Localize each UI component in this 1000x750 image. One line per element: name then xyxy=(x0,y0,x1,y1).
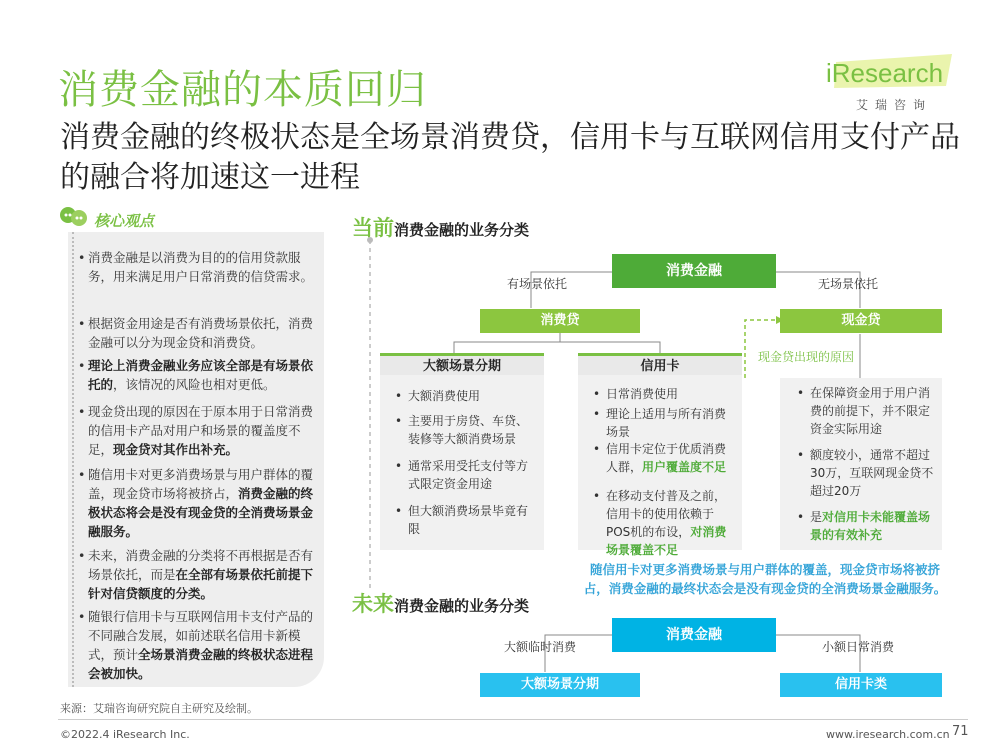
column-item: • 大额消费使用 xyxy=(408,387,536,405)
future-right-box: 信用卡类 xyxy=(780,673,942,697)
cash-loan-column xyxy=(780,378,942,550)
footer-divider xyxy=(58,719,968,720)
current-root-box: 消费金融 xyxy=(612,254,776,288)
column-item: • 额度较小，通常不超过30万，互联网现金贷不超过20万 xyxy=(810,446,936,500)
column-item: • 信用卡定位于优质消费人群，用户覆盖度不足 xyxy=(606,440,736,476)
core-bullet: • 消费金融是以消费为目的的信用贷款服务，用来满足用户日常消费的信贷需求。 xyxy=(88,248,318,286)
column-item: • 在保障资金用于用户消费的前提下，并不限定资金实际用途 xyxy=(810,384,936,438)
page-subtitle: 消费金融的终极状态是全场景消费贷，信用卡与互联网信用支付产品的融合将加速这一进程 xyxy=(60,120,960,195)
core-bullet: • 理论上消费金融业务应该全部是有场景依托的，该情况的风险也相对更低。 xyxy=(88,356,318,394)
source-note: 来源：艾瑞咨询研究院自主研究及绘制。 xyxy=(60,702,258,715)
column-item: • 理论上适用与所有消费场景 xyxy=(606,405,736,441)
left-branch-label: 有场景依托 xyxy=(507,277,568,291)
core-viewpoint-label: 核心观点 xyxy=(94,212,155,230)
credit-card-column xyxy=(578,353,742,557)
current-section-title: 当前消费金融的业务分类 xyxy=(352,216,530,240)
future-root-box: 消费金融 xyxy=(612,618,776,652)
core-bullet: • 未来，消费金融的分类将不再根据是否有场景依托，而是在全部有场景依托前提下针对信贷额度的分类。 xyxy=(88,546,318,603)
page-number: 71 xyxy=(952,724,969,739)
column-item: • 在移动支付普及之前，信用卡的使用依赖于POS机的布设，对消费场景覆盖不足 xyxy=(606,487,736,559)
future-section-title: 未来消费金融的业务分类 xyxy=(352,592,530,616)
consumer-loan-box: 消费贷 xyxy=(480,309,640,333)
transition-note: 随信用卡对更多消费场景与用户群体的覆盖，现金贷市场将被挤占，消费金融的最终状态会是没有现金贷的全消费场景金融服务。 xyxy=(583,562,947,596)
right-branch-label: 无场景依托 xyxy=(818,277,879,291)
column-item: • 是对信用卡未能覆盖场景的有效补充 xyxy=(810,508,936,544)
large-installment-column xyxy=(380,353,544,550)
cash-loan-reason-label: 现金贷出现的原因 xyxy=(758,350,855,364)
future-left-label: 大额临时消费 xyxy=(504,640,577,654)
column-item: • 但大额消费场景毕竟有限 xyxy=(408,502,536,538)
cash-loan-box: 现金贷 xyxy=(780,309,942,333)
core-bullet: • 现金贷出现的原因在于原本用于日常消费的信用卡产品对用户和场景的覆盖度不足，现金贷对其作出补充。 xyxy=(88,402,318,459)
website-link[interactable]: www.iresearch.com.cn xyxy=(826,728,950,741)
core-bullet: • 随银行信用卡与互联网信用卡支付产品的不同融合发展，如前述联名信用卡新模式，预计全场景消费金融的终极状态进程会被加快。 xyxy=(88,607,318,683)
future-left-box: 大额场景分期 xyxy=(480,673,640,697)
logo-text: iResearch xyxy=(826,58,944,88)
column-header: 信用卡 xyxy=(578,353,742,375)
column-item: • 通常采用受托支付等方式限定资金用途 xyxy=(408,457,536,493)
core-bullet: • 随信用卡对更多消费场景与用户群体的覆盖，现金贷市场将被挤占，消费金融的终极状态将会是没有现金贷的全消费场景金融服务。 xyxy=(88,465,318,541)
copyright: ©2022.4 iResearch Inc. xyxy=(60,728,190,741)
column-item: • 日常消费使用 xyxy=(606,385,736,403)
core-bullet: • 根据资金用途是否有消费场景依托，消费金融可以分为现金贷和消费贷。 xyxy=(88,314,318,352)
column-header: 大额场景分期 xyxy=(380,353,544,375)
logo-subtext: 艾瑞咨询 xyxy=(856,98,933,112)
future-right-label: 小额日常消费 xyxy=(822,640,895,654)
page-title: 消费金融的本质回归 xyxy=(58,67,427,113)
column-item: • 主要用于房贷、车贷、装修等大额消费场景 xyxy=(408,412,536,448)
